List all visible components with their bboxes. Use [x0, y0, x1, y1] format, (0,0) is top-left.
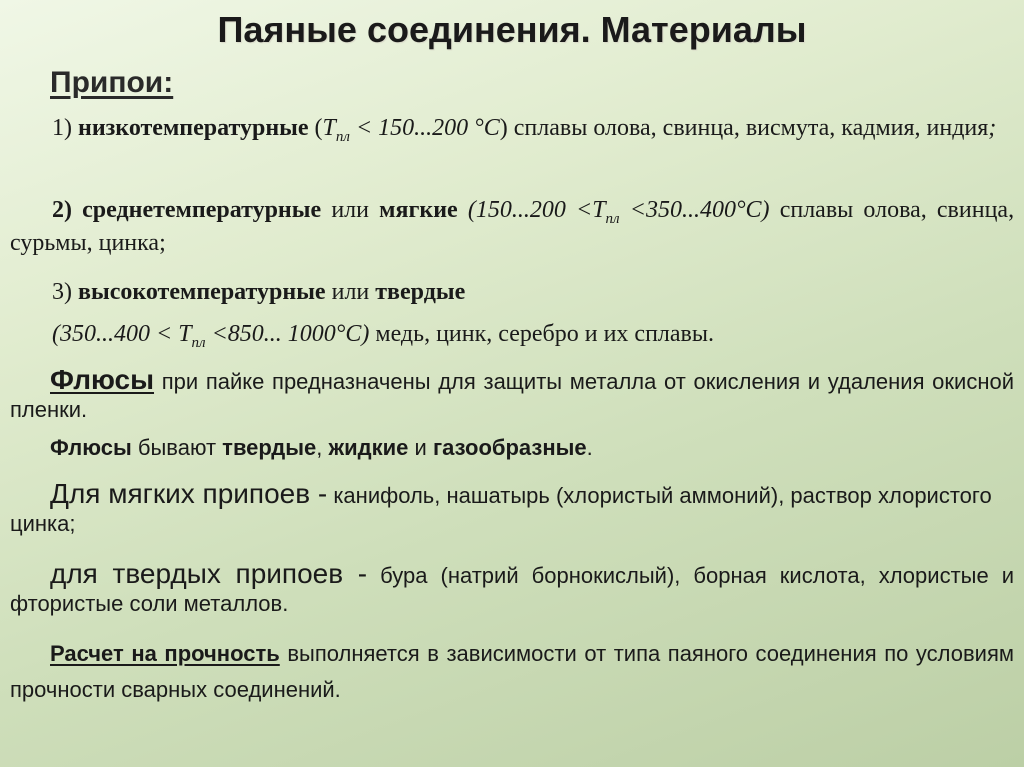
solder-item-high-temp-range: ($350...400 < T_{пл} <850$... 1000°С) медь, цинк, серебро и их сплавы. [52, 321, 714, 351]
solders-heading: Припои: [50, 66, 174, 99]
solder-item-mid-temp: 2) среднетемпературные или мягкие $(150...200 <T_{пл} <350...400^\circ С)$ сплавы олова, свинца, сурьмы, цинка; [10, 197, 1015, 256]
solder-type-hard: твердые [375, 279, 466, 305]
flux-hard-solders: для твердых припоев - бура (натрий борнокислый), борная кислота, хлористые и фтористые соли металлов. [10, 558, 1014, 616]
solder-type-mid: среднетемпературные [82, 197, 322, 223]
flux-soft-solders: Для мягких припоев - канифоль, нашатырь (хлористый аммоний), раствор хлористого цинка; [10, 478, 992, 536]
slide-title: Паяные соединения. Материалы [217, 9, 807, 50]
solder-type-low: низкотемпературные [78, 115, 309, 141]
solder-type-high: высокотемпературные [78, 279, 326, 305]
strength-term: Расчет на прочность [50, 641, 280, 666]
solder-item-low-temp: 1) низкотемпературные ($T_{пл} < 150...200$ °С) сплавы олова, свинца, висмута, кадмия, индия; [52, 115, 997, 145]
flux-purpose: Флюсы при пайке предназначены для защиты металла от окисления и удаления окисной пленки. [10, 364, 1014, 422]
solder-item-high-temp: 3) высокотемпературные или твердые [52, 279, 466, 305]
flux-kinds: Флюсы бывают твердые, жидкие и газообразные. [50, 435, 593, 460]
flux-term: Флюсы [50, 364, 155, 395]
strength-calc: Расчет на прочность выполняется в зависимости от типа паяного соединения по условиям прочности сварных соединений. [10, 641, 1014, 702]
solder-type-soft: мягкие [379, 197, 458, 223]
